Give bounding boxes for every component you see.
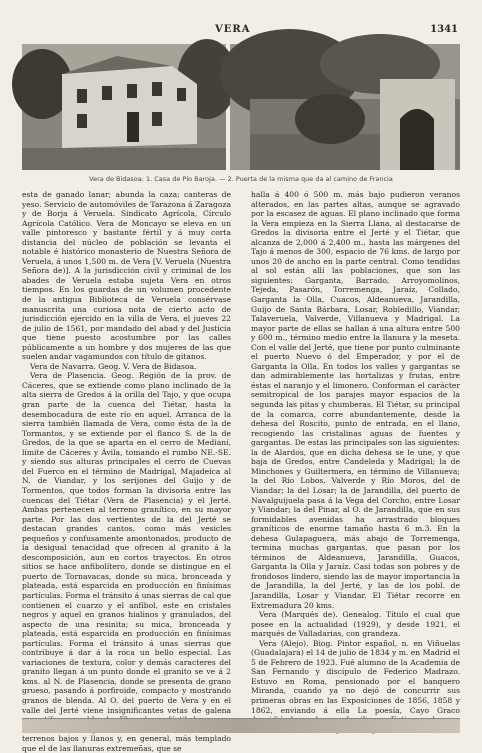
right-column xyxy=(251,190,460,715)
running-header xyxy=(0,24,482,38)
left-column xyxy=(22,190,231,753)
photo-puerta-camino-francia xyxy=(230,44,460,170)
paragraph: esta de ganado lanar; abunda la caza; canteras de yeso. Servicio de automóviles de Tarazona á Zaragoza y de Borja á Veruela. Sindicato Agrícola, Círculo Agrícola Católico. Vera de Moncayo se eleva en un valle pintoresco y bastante fértil y á muy corta distancia del núcleo de población se levanta el notable é histórico monasterio de Nuestra Señora de Veruela, á unos 1,500 m. de Vera [V. Veruela (Nuestra Señora de)]. A la jurisdicción civil y criminal de los abades de Veruela estaba sujeta Vera en otros tiempos. En los guardas de un volumen procedente de la antigua Biblioteca de Veruela consérvase manuscrita una curiosa nota de cierto acto de jurisdicción ejercido en la villa de Vera, el jueves 22 de julio de 1561, por mandado del abad y del Justicia que tiene puesto acostumbre por las calles públicamente a un hombre y dos mujeres de las que suelen andar vagamundos con título de gitanos. xyxy=(22,190,231,362)
paragraph: halla á 400 ó 500 m. más bajo pudieron veranos alterados, en las partes altas, aunque se agravado por la escasez de aguas. El plano inclinado que forma la Vera empieza en la Sierra Llana, al destacarse de Gredos la divisoria entre el Jerté y el Tiétar, que alcanza de 2,000 á 2,400 m., hasta las márgenes del Tajo á menos de 300, espacio de 76 kms. de largo por unos 20 de ancho en la parte central. Como tendidas al sol están allí las poblaciones, que son las siguientes: Garganta, Barrado, Arroyomolinos, Tejeda, Pasarón, Torremenga, Jaraíz, Collado, Garganta la Olla, Cuacos, Aldeanueva, Jarandilla, Guijo de Santa Bárbara, Losar, Robledillo, Viandar, Talaveruela, Valverde, Villanueva y Madrigal. La mayor parte de ellas se hallan á una altura entre 500 y 600 m., término medio entre la llanura y la meseta. Con el valle del Jerté, que tiene por punto culminante el puerto Nuevo ó del Emperador, y por el de Garganta la Olla. En todos los valles y gargantas se dan admirablemente las hortalizas y frutas, entre éstas el naranjo y el limonero. Conforman el carácter semitropical de los parajes mayor espacios de la segunda las pitas y chumberas. El Tiétar, su principal de la comarca, corre abundantemente, desde la dehesa del Roscito, punto de entrada, en el llano, recogiendo las cristalinas aguas de fuentes y gargantas. De estas las principales son las siguientes: la de Alardos, que en dicha dehesa se le une, y que baja de Gredos, entre Candeleda y Madrigal; la de Minchones y Guiltermera, en término de Villanueva; la del Río Lobos, Valverde y Río Moros, del de Viandar; la del Losar; la de Jarandilla, del puerto de Navalguijuela pasa á la Vega del Corcho, entre Losar y Viandar; la del Pinar, al O. de Jarandilla, que en sus formidables avenidas ha arrastrado bloques graníticos de enorme tamaño hasta 6 m.3. En la dehesa Gulapaguera, más abajo de Torremenga, termina muchas gargantas, que pasan por los términos de Aldeanueva, Jarandilla, Guacos, Garganta la Olla y Jaraíz. Casi todas son pobres y de frondosos lindero, siendo las de mayor importancia la de Jarandilla, la del Jerté, y las de los pobl. de Jarandilla, Losar y Viandar. El Tiétar recorre en Extremadura 20 kms. xyxy=(251,190,460,610)
paragraph: Vera (Alejo). Biog. Pintor español, n. en Viñuelas (Guadalajara) el 14 de julio de 1834 y m. en Madrid el 5 de Febrero de 1923. Fué alumno de la Academia de San Fernando y discípulo de Federico Madrazo. Estuvo en Roma, pensionado por el banquero Miranda, cuando ya no dejó de concurrir sus primeras obras en las Exposiciones de 1856, 1858 y 1862, enviando á ella La poesía, Cayo Graco xyxy=(251,638,460,715)
photo-casa-pio-baroja xyxy=(22,44,226,170)
page-number: 1341 xyxy=(430,24,458,35)
paragraph: Vera (Marqués de). Genealog. Título el cual que posee en la actualidad (1929), y desde 1921, el marqués de Valladarias, con grandeza. xyxy=(251,610,460,639)
photo-caption: Vera de Bidasoa: 1. Casa de Pío Baroja. — 2. Puerta de la misma que da al camino de Francia xyxy=(89,175,393,183)
gate-photo-image xyxy=(230,44,460,170)
photo-strip xyxy=(22,44,460,170)
entry-heading: Vera de Navarra. Geog. V. Vera de Bidasoa. xyxy=(30,361,197,371)
page-footer-band xyxy=(22,718,460,733)
header-title: VERA xyxy=(215,24,251,35)
paragraph: Vera de Plasencia. Geog. Región de la prov. de Cáceres, que se extiende como plano inclinado de la alta sierra de Gredos á la orilla del Tajo, y que ocupa gran parte de la cuenca del Tiétar, hasta la desembocadura de este río en aquel. Arranca de la sierra también llamada de Vera, como ésta de la de Tormantos, y se extiende por el flanco S. de la de Gredos, de la que se aparta en el cerro de Medianí, límite de Cáceres y Ávila, tomando el rumbo NE.-SE. y siendo sus alturas principales el cerro de Cuevas del Fuerco en el término de Madrigal, Majadeica al N. de Viandar, y los serijones del Guijo y de Tormentos, que todos forman la divisoria entre las cuencas del Tiétar (Vera de Plasencia) y el Jerté. Ambas pertenecen al terreno granítico, en su mayor parte. Por las dos vertientes de la del Jerté se destacan grandes cantos, como más vesicles pequeños y confusamente amontonados, producto de la desigual tenacidad que ofrecen al granito á la descomposición, aun en cortos trayectos. En otros sitios se hace anfibolítero, donde se distingue en el puerto de Tornavacas, donde su mica, bronceada y plateada, está esparcida en producción en finísimas partículas. Forma el tránsito á unas sierras de cal que contienen el cuarzo y el anfíbol, este en cristales negros y aquel en granos hialinos y granulados, del aspecto de una resinita; su mica, bronceada y plateada, está esparcida en producción en finísimas partículas. Forma el tránsito á unas sierras que contribuye á dar á la roca un bello especial. Las variaciones de textura, color y demás caracteres del granito llegan á un punto donde el granito se ve á 2 kms. al N. de Plasencia, donde se presenta de grano grueso, pasando á porfiroide, compacto y mostrando granos de blenda. Al O. del puerto de Vera y en el valle del Jerté viene insignificantes vetas de galena terrenos bajos y llanos y, en general, más templado que el de las llanuras extremeñas, que se xyxy=(22,371,231,753)
house-photo-image xyxy=(22,44,226,170)
